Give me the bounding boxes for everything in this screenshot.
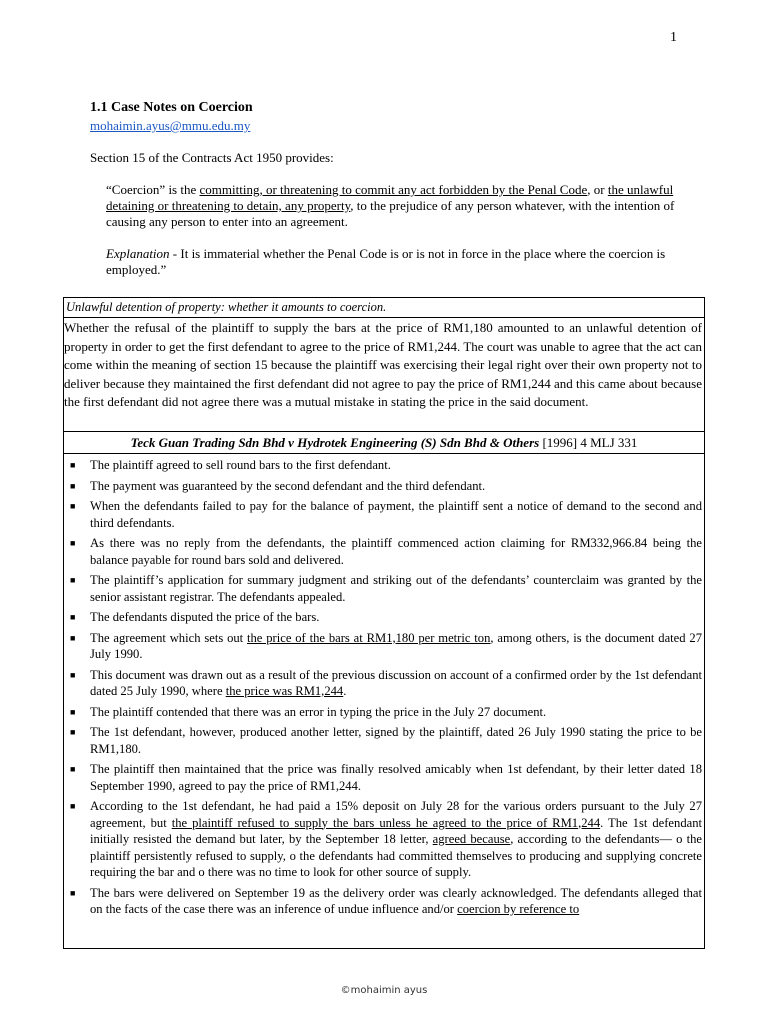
- fact-item: [70, 704, 702, 721]
- fact-item: [70, 724, 702, 757]
- fact-item: [70, 478, 702, 495]
- square-bullet-icon: ■: [70, 801, 76, 811]
- fact-item: [70, 572, 702, 605]
- square-bullet-icon: ■: [70, 706, 76, 717]
- topic-row: Unlawful detention of property: whether it amounts to coercion.: [64, 298, 704, 318]
- page-title: 1.1 Case Notes on Coercion: [90, 100, 253, 115]
- fact-item: [70, 798, 702, 881]
- fact-item: [70, 498, 702, 531]
- fact-segment: . The 1st defendant initially resisted the demand but later, by the September 18 letter,: [90, 815, 703, 846]
- quote-text-1: “Coercion” is the: [106, 182, 200, 197]
- fact-underlined: the price was RM1,244: [225, 684, 344, 698]
- fact-item: [70, 457, 702, 474]
- square-bullet-icon: ■: [70, 764, 76, 774]
- fact-segment: The plaintiff agreed to sell round bars to the first defendant.: [90, 458, 391, 472]
- fact-item: [70, 535, 702, 568]
- fact-segment: The plaintiff’s application for summary judgment and striking out of the defendants’ counterclaim was granted by the senior assistant registrar. The defendants appealed.: [90, 573, 702, 604]
- square-bullet-icon: ■: [70, 538, 76, 548]
- page-number: 1: [670, 30, 677, 45]
- fact-text: [90, 609, 702, 626]
- fact-segment: The plaintiff contended that there was an error in typing the price in the July 27 document.: [90, 704, 547, 719]
- author-email-link[interactable]: mohaimin.ayus@mmu.edu.my: [90, 118, 251, 133]
- square-bullet-icon: ■: [70, 480, 76, 491]
- explanation-label: Explanation: [106, 246, 170, 261]
- page-footer: ©mohaimin ayus: [340, 985, 428, 996]
- square-bullet-icon: ■: [70, 575, 76, 585]
- quote-text-3: , to the prejudice of any person whatever, with the intention of causing any person to enter into an agreement.: [106, 198, 675, 229]
- square-bullet-icon: ■: [70, 887, 76, 898]
- intro-text: Section 15 of the Contracts Act 1950 provides:: [90, 150, 334, 165]
- fact-text: [90, 704, 702, 721]
- fact-segment: The agreement which sets out: [90, 630, 248, 645]
- statute-explanation: [106, 246, 678, 278]
- explanation-text: - It is immaterial whether the Penal Code is or is not in force in the place where the coercion is employed.”: [106, 246, 666, 277]
- fact-text: [90, 572, 702, 605]
- facts-list: [64, 454, 704, 918]
- square-bullet-icon: ■: [70, 460, 76, 470]
- fact-segment: , according to the defendants— o the plaintiff persistently refused to supply, o the defendants had committed themselves to producing and supplying concrete requiring the bar and o there was no time to look for other source of supply.: [90, 832, 702, 879]
- fact-text: [90, 535, 702, 568]
- case-citation: [1996] 4 MLJ 331: [539, 435, 638, 450]
- fact-underlined: the plaintiff refused to supply the bars unless he agreed to the price of RM1,244: [171, 815, 601, 830]
- fact-text: [90, 630, 702, 663]
- fact-segment: The payment was guaranteed by the second defendant and the third defendant.: [90, 478, 486, 493]
- fact-segment: The bars were delivered on September 19 as the delivery order was clearly acknowledged. The defendants alleged that on the facts of the case there was an inference of undue influence and/or: [90, 885, 702, 916]
- fact-item: [70, 609, 702, 626]
- case-notes-table: [63, 297, 705, 949]
- fact-item: [70, 885, 702, 918]
- quote-text-2: , or: [587, 182, 608, 197]
- statute-quote: [106, 182, 678, 230]
- fact-segment: The defendants disputed the price of the bars.: [90, 610, 320, 624]
- fact-text: [90, 798, 702, 881]
- fact-underlined: coercion by reference to: [457, 902, 580, 916]
- fact-text: [90, 457, 702, 474]
- case-citation-row: [64, 432, 704, 454]
- fact-item: [70, 630, 702, 663]
- quote-underlined-1: committing, or threatening to commit any act forbidden by the Penal Code: [199, 182, 588, 197]
- fact-segment: As there was no reply from the defendants, the plaintiff commenced action claiming for RM332,966.84 being the balance payable for round bars sold and delivered.: [90, 536, 702, 567]
- fact-segment: When the defendants failed to pay for the balance of payment, the plaintiff sent a notice of demand to the second and third defendants.: [90, 499, 702, 530]
- fact-segment: The 1st defendant, however, produced another letter, signed by the plaintiff, dated 26 July 1990 stating the price to be RM1,180.: [90, 725, 702, 756]
- fact-segment: , among others, is the document dated 27 July 1990.: [90, 630, 702, 661]
- fact-text: [90, 885, 702, 918]
- square-bullet-icon: ■: [70, 612, 76, 622]
- square-bullet-icon: ■: [70, 727, 76, 737]
- fact-underlined: agreed because: [432, 832, 511, 846]
- fact-text: [90, 724, 702, 757]
- square-bullet-icon: ■: [70, 632, 76, 643]
- fact-item: [70, 761, 702, 794]
- case-name: Teck Guan Trading Sdn Bhd v Hydrotek Engineering (S) Sdn Bhd & Others: [130, 435, 540, 450]
- fact-segment: .: [343, 684, 347, 698]
- fact-text: [90, 667, 702, 700]
- issue-row: Whether the refusal of the plaintiff to supply the bars at the price of RM1,180 amounted to an unlawful detention of property in order to get the first defendant to agree to the price of RM1,244. The court was unable to agree that the act can come within the meaning of section 15 because the plaintiff was exercising their legal right over their own property not to deliver because they maintained the first defendant did not agree to pay the price of RM1,244 and this came about because the first defendant did not agree there was a mutual mistake in stating the price in the said document.: [64, 318, 704, 432]
- fact-text: [90, 761, 702, 794]
- fact-text: [90, 478, 702, 495]
- square-bullet-icon: ■: [70, 669, 76, 680]
- fact-underlined: the price of the bars at RM1,180 per metric ton: [247, 630, 491, 645]
- fact-segment: The plaintiff then maintained that the price was finally resolved amicably when 1st defendant, by their letter dated 18 September 1990, agreed to pay the price of RM1,244.: [90, 762, 702, 793]
- fact-segment: This document was drawn out as a result of the previous discussion on account of a confirmed order by the 1st defendant dated 25 July 1990, where: [90, 667, 702, 698]
- fact-text: [90, 498, 702, 531]
- fact-segment: According to the 1st defendant, he had paid a 15% deposit on July 28 for the various orders pursuant to the July 27 agreement, but: [90, 799, 702, 830]
- square-bullet-icon: ■: [70, 501, 76, 511]
- quote-underlined-2: the unlawful detaining or threatening to detain, any property: [106, 182, 674, 213]
- fact-item: [70, 667, 702, 700]
